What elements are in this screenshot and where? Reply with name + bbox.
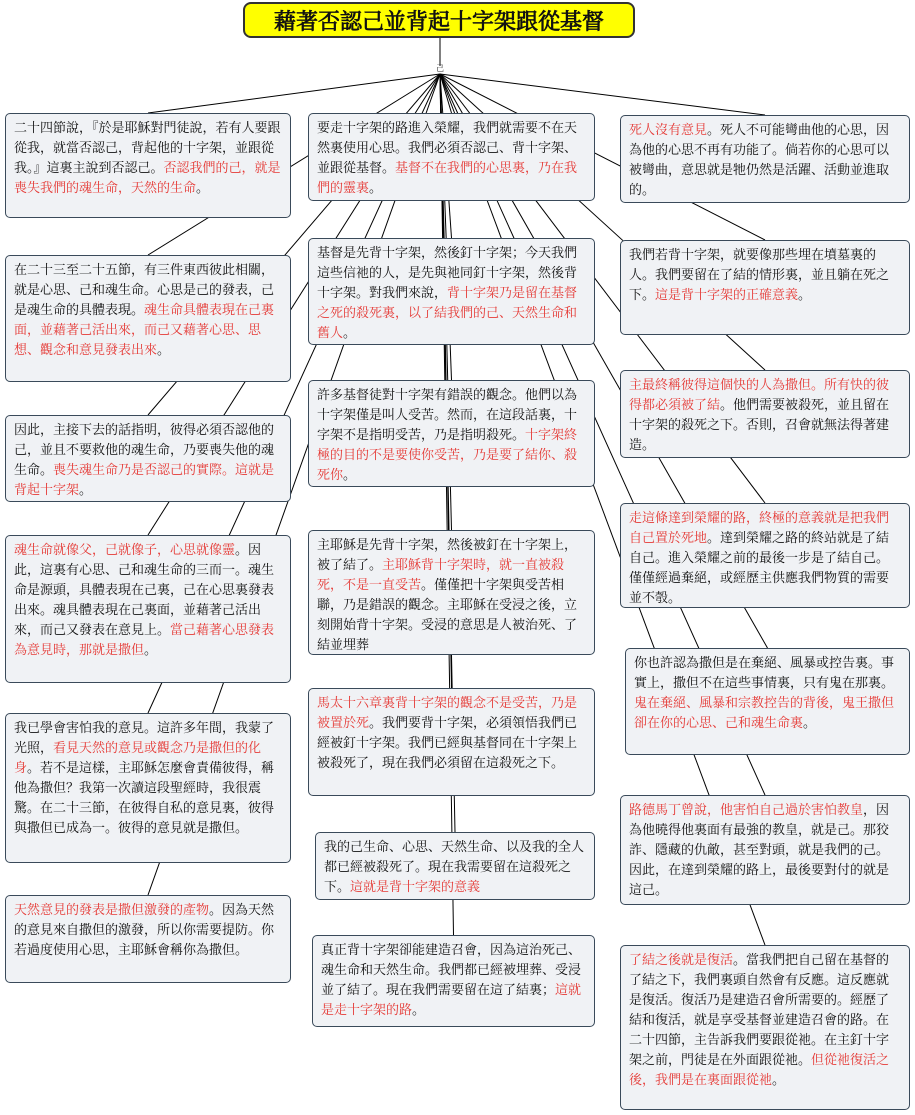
node-text: 。	[343, 326, 357, 341]
node-like-buried	[620, 240, 910, 335]
node-satan-in-mind	[625, 648, 910, 755]
highlighted-text: 否認我們的己，就是喪失我們的魂生命，天然的生命	[14, 161, 281, 196]
highlighted-text: 天然意見的發表是撒但激發的產物	[14, 903, 210, 918]
node-verse-24-deny-self	[5, 113, 291, 218]
node-text: 。死人不可能彎曲他的心思，因為他的心思不再有功能了。倘若你的心思可以被彎曲，意思就是牠仍然是活躍、活動並進取的。	[629, 123, 890, 198]
highlighted-text: 喪失魂生命乃是否認己的實際。這就是背起十字架	[14, 463, 275, 498]
node-way-to-glory	[620, 503, 910, 608]
node-mind-self-soul	[5, 255, 291, 382]
node-text: 我的己生命、心思、天然生命、以及我的全人都已經被殺死了。現在我需要留在這殺死之下。	[324, 840, 585, 895]
node-text: 。因此，這裏有心思、己和魂生命的三而一。魂生命是源頭，具體表現在己裏，己在心思裏發表出來。魂具體表現在己裏面，並藉著己活出來，而己又發表在意見上。	[14, 543, 275, 638]
node-text: 基督是先背十字架，然後釘十字架；今天我們這些信祂的人，是先與祂同釘十字架，然後背十字架。對我們來說，	[317, 246, 578, 301]
node-text: 。若不是這樣，主耶穌怎麼會責備彼得，稱他為撒但？我第一次讀這段聖經時，我很震驚。在二十三節，在彼得自私的意見裏，彼得與撒但已成為一。彼得的意見就是撒但。	[14, 761, 275, 836]
node-father-son-spirit	[5, 535, 291, 683]
node-text: 。	[144, 643, 158, 658]
node-text: 。因為天然的意見來自撒但的激發，所以你需要提防。你若過度使用心思，主耶穌會稱你為撒但。	[14, 903, 275, 958]
hub-label: 己	[436, 64, 444, 73]
node-text: 許多基督徒對十字架有錯誤的觀念。他們以為十字架僅是叫人受苦。然而，在這段話裏，十字架不是指明受苦，乃是指明殺死。	[317, 388, 578, 443]
node-text: 。他們需要被殺死，並且留在十字架的殺死之下。否則，召會就無法得著建造。	[629, 398, 890, 453]
highlighted-text: 基督不在我們的心思裏，乃在我們的靈裏	[317, 161, 578, 196]
node-bear-cross-remain	[308, 238, 595, 345]
node-fear-opinion	[5, 713, 291, 863]
node-text: 。	[369, 181, 383, 196]
node-text: 。	[803, 716, 817, 731]
node-text: 。	[79, 483, 93, 498]
node-text: 。	[412, 1003, 426, 1018]
node-dead-no-opinion	[620, 115, 910, 203]
node-matthew-16	[308, 688, 595, 796]
highlighted-text: 走這條達到榮耀的路，終極的意義就是把我們自己置於死地	[629, 511, 890, 546]
node-text: 在二十三至二十五節，有三件東西彼此相關，就是心思、己和魂生命。心思是己的發表，己是魂生命的具體表現。	[14, 263, 275, 318]
highlighted-text: 路德馬丁曾說，他害怕自己過於害怕教皇	[629, 803, 864, 818]
node-natural-opinion-satan	[5, 895, 291, 983]
node-text: 因此，主接下去的話指明，彼得必須否認他的己，並且不要救他的魂生命，乃要喪失他的魂生命。	[14, 423, 275, 478]
connector-n14	[440, 74, 765, 115]
node-text: 。達到榮耀之路的終站就是了結自己。進入榮耀之前的最後一步是了結自己。僅僅經過棄絕，或經歷主供應我們物質的需要並不彀。	[629, 531, 890, 606]
node-lose-soul-life	[5, 415, 291, 502]
node-all-slain	[315, 832, 595, 900]
node-text: 。	[343, 468, 357, 483]
highlighted-text: 這就是背十字架的意義	[350, 880, 481, 895]
highlighted-text: 主耶穌背十字架時，就一直被殺死，不是一直受苦	[317, 558, 565, 593]
node-text: 要走十字架的路進入榮耀，我們就需要不在天然裏使用心思。我們必須否認己、背十字架、並跟從基督。	[317, 121, 578, 176]
node-quick-peter	[620, 370, 910, 458]
node-true-cross-builds	[312, 935, 595, 1027]
highlighted-text: 死人沒有意見	[629, 123, 708, 138]
node-cross-not-suffering	[308, 380, 595, 487]
node-text: 你也許認為撒但是在棄絕、風暴或控告裏。事實上，撒但不在這些事情裏，只有鬼在那裏。	[634, 656, 895, 691]
highlighted-text: 了結之後就是復活	[629, 953, 734, 968]
node-text: 我已學會害怕我的意見。這許多年間，我蒙了光照，	[14, 721, 275, 756]
connector-n13	[440, 74, 454, 935]
highlighted-text: 馬太十六章裏背十字架的觀念不是受苦，乃是被置於死	[317, 696, 578, 731]
node-luther-pope	[620, 795, 910, 905]
node-text: 主耶穌是先背十字架，然後被釘在十字架上，被了結了。	[317, 538, 578, 573]
highlighted-text: 十字架終極的目的不是要使你受苦，乃是要了結你、殺死你	[317, 428, 578, 483]
highlighted-text: 當己藉著心思發表為意見時，那就是撒但	[14, 623, 275, 658]
node-text: 真正背十字架卻能建造召會，因為這治死己、魂生命和天然生命。我們都已經被埋葬、受浸並了結了。現在我們需要留在這了結裏；	[321, 943, 582, 998]
node-text: 。	[772, 1073, 786, 1088]
node-text: 。當我們把自己留在基督的了結之下，我們裏頭自然會有反應。這反應就是復活。復活乃是建造召會所需要的。經歷了結和復活，就是享受基督並建造召會的路。在二十四節，主告訴我們要跟從祂。在主釘十字架之前，門徒是在外面跟從祂。	[629, 953, 890, 1068]
node-text: 。	[157, 343, 171, 358]
node-text: 。僅僅把十字架與受苦相聯，乃是錯誤的觀念。主耶穌在受浸之後，立刻開始背十字架。受浸的意思是人被治死、了結並埋葬	[317, 578, 578, 653]
highlighted-text: 看見天然的意見或觀念乃是撒但的化身	[14, 741, 262, 776]
connector-n1	[148, 74, 440, 113]
highlighted-text: 但從祂復活之後，我們是在裏面跟從祂	[629, 1053, 890, 1088]
node-text: 。	[196, 181, 210, 196]
highlighted-text: 主最終稱彼得這個快的人為撒但。所有快的彼得都必須被了結	[629, 378, 890, 413]
highlighted-text: 這就是走十字架的路	[321, 983, 582, 1018]
node-text: ，因為他曉得他裏面有最強的教皇，就是己。那狡詐、隱藏的仇敵，甚至對頭，就是我們的己。因此，在達到榮耀的路上，最後要對付的就是這己。	[629, 803, 890, 898]
highlighted-text: 魂生命具體表現在己裏面，並藉著己活出來，而己又藉著心思、思想、觀念和意見發表出來	[14, 303, 275, 358]
node-resurrection	[620, 945, 910, 1110]
node-text: 。	[798, 288, 812, 303]
node-text: 我們若背十字架，就要像那些埋在墳墓裏的人。我們要留在了結的情形裏，並且躺在死之下。	[629, 248, 890, 303]
node-text: 。我們要背十字架，必須領悟我們已經被釘十字架。我們已經與基督同在十字架上被殺死了，現在我們必須留在這殺死之下。	[317, 716, 578, 771]
node-way-of-cross	[308, 113, 595, 201]
highlighted-text: 這是背十字架的正確意義	[655, 288, 799, 303]
node-lord-bore-cross	[308, 530, 595, 655]
highlighted-text: 背十字架乃是留在基督之死的殺死裏，以了結我們的己、天然生命和舊人	[317, 286, 578, 341]
highlighted-text: 魂生命就像父，己就像子，心思就像靈	[14, 543, 236, 558]
highlighted-text: 鬼在棄絕、風暴和宗教控告的背後，鬼王撒但卻在你的心思、己和魂生命裏	[634, 696, 895, 731]
diagram-title: 藉著否認己並背起十字架跟從基督	[243, 2, 635, 38]
node-text: 二十四節說，『於是耶穌對門徒說，若有人要跟從我，就當否認己，背起他的十字架，並跟從我。』這裏主說到否認己。	[14, 121, 281, 176]
